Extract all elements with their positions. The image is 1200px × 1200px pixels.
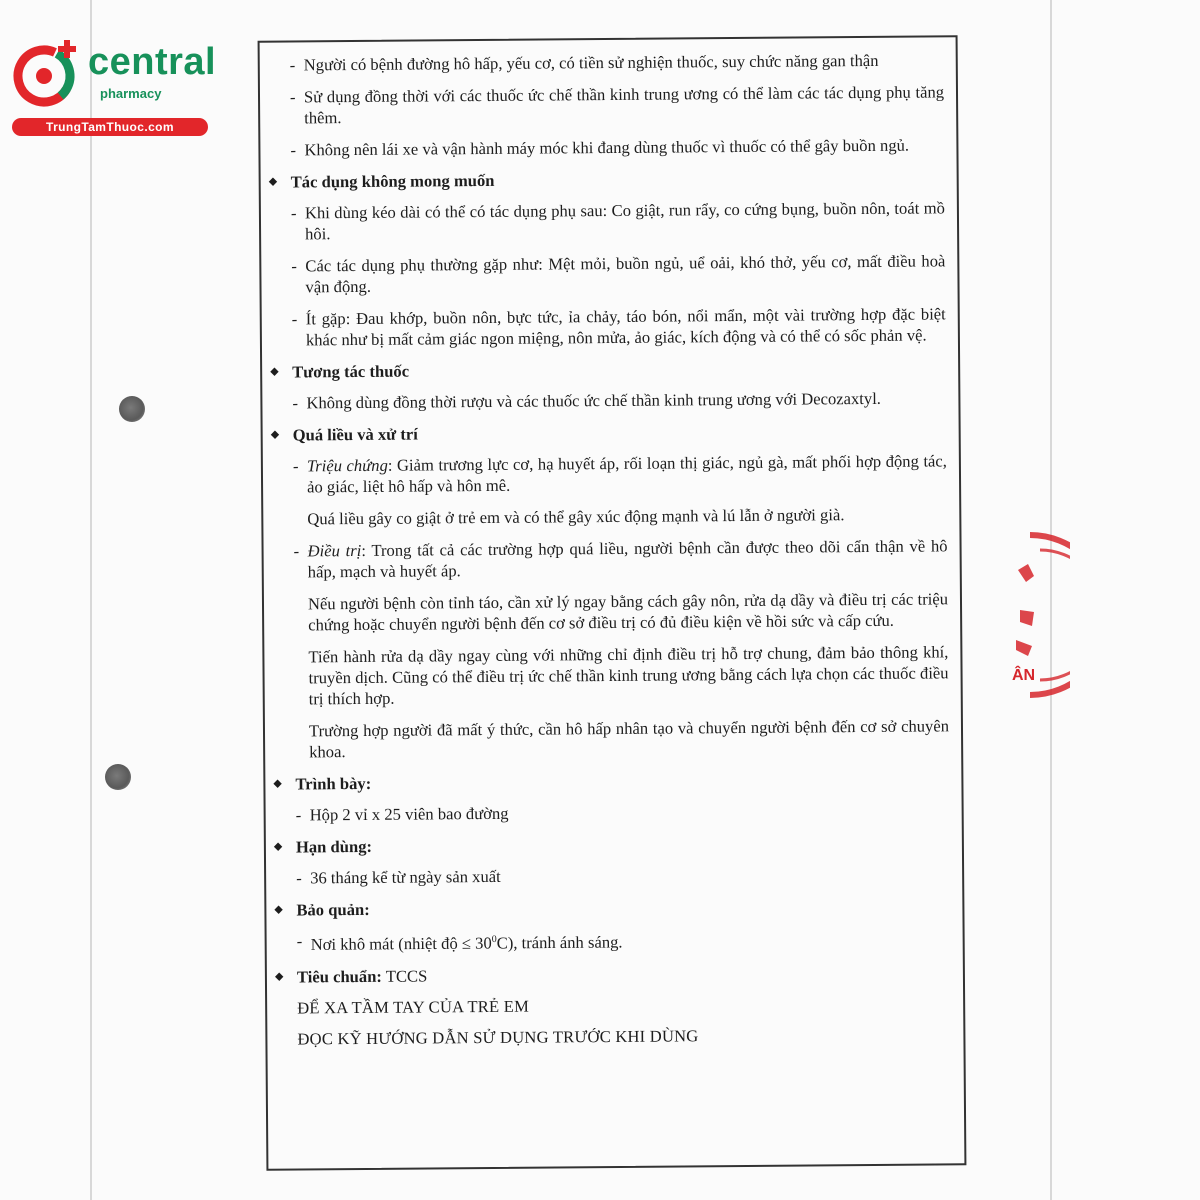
section-heading-shelf-life: ◆ Hạn dùng: [274, 831, 950, 857]
symptoms-text: : Giảm trương lực cơ, hạ huyết áp, rối loạn thị giác, ngủ gà, mất phối hợp động tác, ảo giác, liệt hô hấp và hôn mê. [307, 451, 947, 497]
standard-heading: Tiêu chuẩn: [296, 966, 382, 987]
logo-brand-name: central [88, 41, 217, 83]
red-seal-stamp [1000, 530, 1070, 700]
logo-site-url: TrungTamThuoc.com [12, 118, 208, 136]
warning-children: ĐỂ XA TẦM TAY CỦA TRẺ EM [297, 996, 530, 1018]
section-heading-presentation: ◆ Trình bày: [273, 768, 949, 794]
list-item: - Không dùng đồng thời rượu và các thuốc ức chế thần kinh trung ương với Decozaxtyl. [292, 387, 946, 413]
list-item: - Ít gặp: Đau khớp, buồn nôn, bực tức, ỉa chảy, táo bón, nổi mẩn, một vài trường hợp đặc biệt khác như bị mất cảm giác ngon miệng, nôn mửa, ảo giác, kích động và có thể có sốc phản vệ. [292, 303, 946, 350]
section-heading-interactions: ◆ Tương tác thuốc [270, 356, 946, 382]
treatment-paragraph: Trường hợp người đã mất ý thức, cần hô hấp nhân tạo và chuyển người bệnh đến cơ sở chuyên khoa. [308, 716, 950, 762]
overdose-symptoms [293, 450, 947, 497]
section-heading-side-effects: ◆ Tác dụng không mong muốn [269, 166, 945, 192]
standard-value: TCCS [381, 965, 428, 986]
list-item: - Không nên lái xe và vận hành máy móc khi đang dùng thuốc vì thuốc có thể gây buồn ngủ. [290, 134, 944, 160]
punch-hole-top [119, 396, 145, 422]
storage-item [297, 925, 951, 955]
logo-brand-subname: pharmacy [100, 86, 162, 101]
storage-text-after: C), tránh ánh sáng. [496, 932, 623, 953]
storage-degree-sup: 0 [491, 933, 497, 945]
symptoms-extra: Quá liều gây co giật ở trẻ em và có thể gây xúc động mạnh và lú lẫn ở người già. [307, 505, 845, 529]
pharmacy-cross-logo-icon [12, 38, 82, 108]
treatment-text: : Trong tất cả các trường hợp quá liều, người bệnh cần được theo dõi cẩn thận về hô hấp, mạch và huyết áp. [307, 536, 948, 582]
section-heading-storage: ◆ Bảo quản: [274, 894, 950, 920]
list-item: - Người có bệnh đường hô hấp, yếu cơ, có tiền sử nghiện thuốc, suy chức năng gan thận [290, 49, 944, 75]
list-item: - Hộp 2 vỉ x 25 viên bao đường [296, 799, 950, 825]
punch-hole-bottom [105, 764, 131, 790]
list-item: - Các tác dụng phụ thường gặp như: Mệt mỏi, buồn ngủ, uể oải, khó thở, yếu cơ, mất điều hoà vận động. [291, 250, 945, 297]
leaflet-page [258, 35, 967, 1170]
leaflet-content [290, 49, 952, 1059]
symptoms-label: Triệu chứng [306, 455, 388, 476]
svg-text:ÂN: ÂN [1012, 667, 1036, 684]
treatment-label: Điều trị [307, 540, 362, 561]
list-item: - Sử dụng đồng thời với các thuốc ức chế thần kinh trung ương có thể làm các tác dụng phụ tăng thêm. [290, 81, 944, 128]
scan-left-edge [90, 0, 92, 1200]
section-heading-overdose: ◆ Quá liều và xử trí [271, 419, 947, 445]
storage-text-before: Nơi khô mát (nhiệt độ ≤ 30 [310, 933, 492, 954]
section-standard [275, 961, 951, 987]
list-item: - Khi dùng kéo dài có thể có tác dụng phụ sau: Co giật, run rẩy, co cứng bụng, buồn nôn, toát mồ hôi. [291, 197, 945, 244]
brand-logo[interactable] [12, 38, 217, 138]
treatment-paragraph: Tiến hành rửa dạ dầy ngay cùng với những chỉ định điều trị hỗ trợ chung, đảm bảo thông khí, truyền dịch. Cũng có thể điều trị ức chế thần kinh trung ương bằng cách lựa chọn các thuốc điều trị thích hợp. [308, 642, 949, 709]
treatment-paragraph: Nếu người bệnh còn tỉnh táo, cần xử lý ngay bằng cách gây nôn, rửa dạ dầy và điều trị các triệu chứng hoặc chuyển người bệnh đến cơ sở điều trị có đủ điều kiện về hồi sức và cấp cứu. [307, 589, 949, 635]
warning-read-instructions: ĐỌC KỸ HƯỚNG DẪN SỬ DỤNG TRƯỚC KHI DÙNG [297, 1025, 699, 1049]
overdose-treatment [293, 535, 947, 582]
list-item: - 36 tháng kể từ ngày sản xuất [296, 862, 950, 888]
